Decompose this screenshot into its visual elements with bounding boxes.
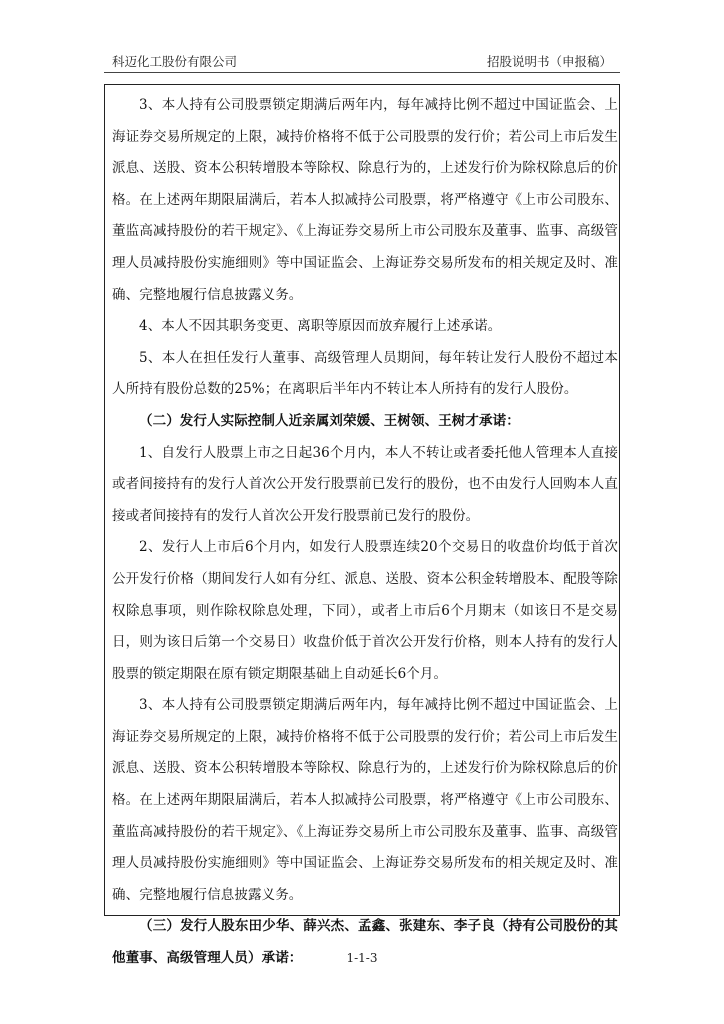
header-company: 科迈化工股份有限公司	[112, 54, 238, 69]
paragraph-2-six-months: 2、发行人上市后6个月内，如发行人股票连续20个交易日的收盘价均低于首次公开发行价格（期间发行人如有分红、派息、送股、资本公积金转增股本、配股等除权除息事项，则作除权除息处理，下同），或者上市后6个月期末（如该日不是交易日，则为该日后第一个交易日）收盘价低于首次公开发行价格，则本人持有的发行人股票的锁定期限在原有锁定期限基础上自动延长6个月。	[112, 539, 618, 682]
page-number: 1-1-3	[346, 951, 378, 965]
header-doc-title: 招股说明书（申报稿）	[486, 54, 612, 69]
section-heading-relatives: （二）发行人实际控制人近亲属刘荣媛、王树领、王树才承诺：	[139, 412, 520, 429]
paragraph-3-lockup-reduction-repeat: 3、本人持有公司股票锁定期满后两年内，每年减持比例不超过中国证监会、上海证券交易所规定的上限，减持价格将不低于公司股票的发行价；若公司上市后发生派息、送股、资本公积转增股本等除权、除息行为的，上述发行价为除权除息后的价格。在上述两年期限届满后，若本人拟减持公司股票，将严格遵守《上市公司股东、董监高减持股份的若干规定》、《上海证券交易所上市公司股东及董事、监事、高级管理人员减持股份实施细则》等中国证监会、上海证券交易所发布的相关规定及时、准确、完整地履行信息披露义务。	[112, 697, 618, 903]
paragraph-3-lockup-reduction: 3、本人持有公司股票锁定期满后两年内，每年减持比例不超过中国证监会、上海证券交易所规定的上限，减持价格将不低于公司股票的发行价；若公司上市后发生派息、送股、资本公积转增股本等除权、除息行为的，上述发行价为除权除息后的价格。在上述两年期限届满后，若本人拟减持公司股票，将严格遵守《上市公司股东、董监高减持股份的若干规定》、《上海证券交易所上市公司股东及董事、监事、高级管理人员减持股份实施细则》等中国证监会、上海证券交易所发布的相关规定及时、准确、完整地履行信息披露义务。	[112, 97, 618, 303]
header-rule	[104, 72, 620, 73]
paragraph-1-36-months: 1、自发行人股票上市之日起36个月内，本人不转让或者委托他人管理本人直接或者间接持有的发行人首次公开发行股票前已发行的股份，也不由发行人回购本人直接或者间接持有的发行人首次公开发行股票前已发行的股份。	[112, 444, 618, 524]
paragraph-4-no-abandon: 4、本人不因其职务变更、离职等原因而放弃履行上述承诺。	[139, 318, 502, 335]
document-body	[112, 90, 618, 975]
paragraph-5-transfer-limit: 5、本人在担任发行人董事、高级管理人员期间，每年转让发行人股份不超过本人所持有股份总数的25%；在离职后半年内不转让本人所持有的发行人股份。	[112, 349, 618, 398]
section-heading-shareholders: （三）发行人股东田少华、薛兴杰、孟鑫、张建东、李子良（持有公司股份的其他董事、高级管理人员）承诺：	[112, 918, 618, 967]
